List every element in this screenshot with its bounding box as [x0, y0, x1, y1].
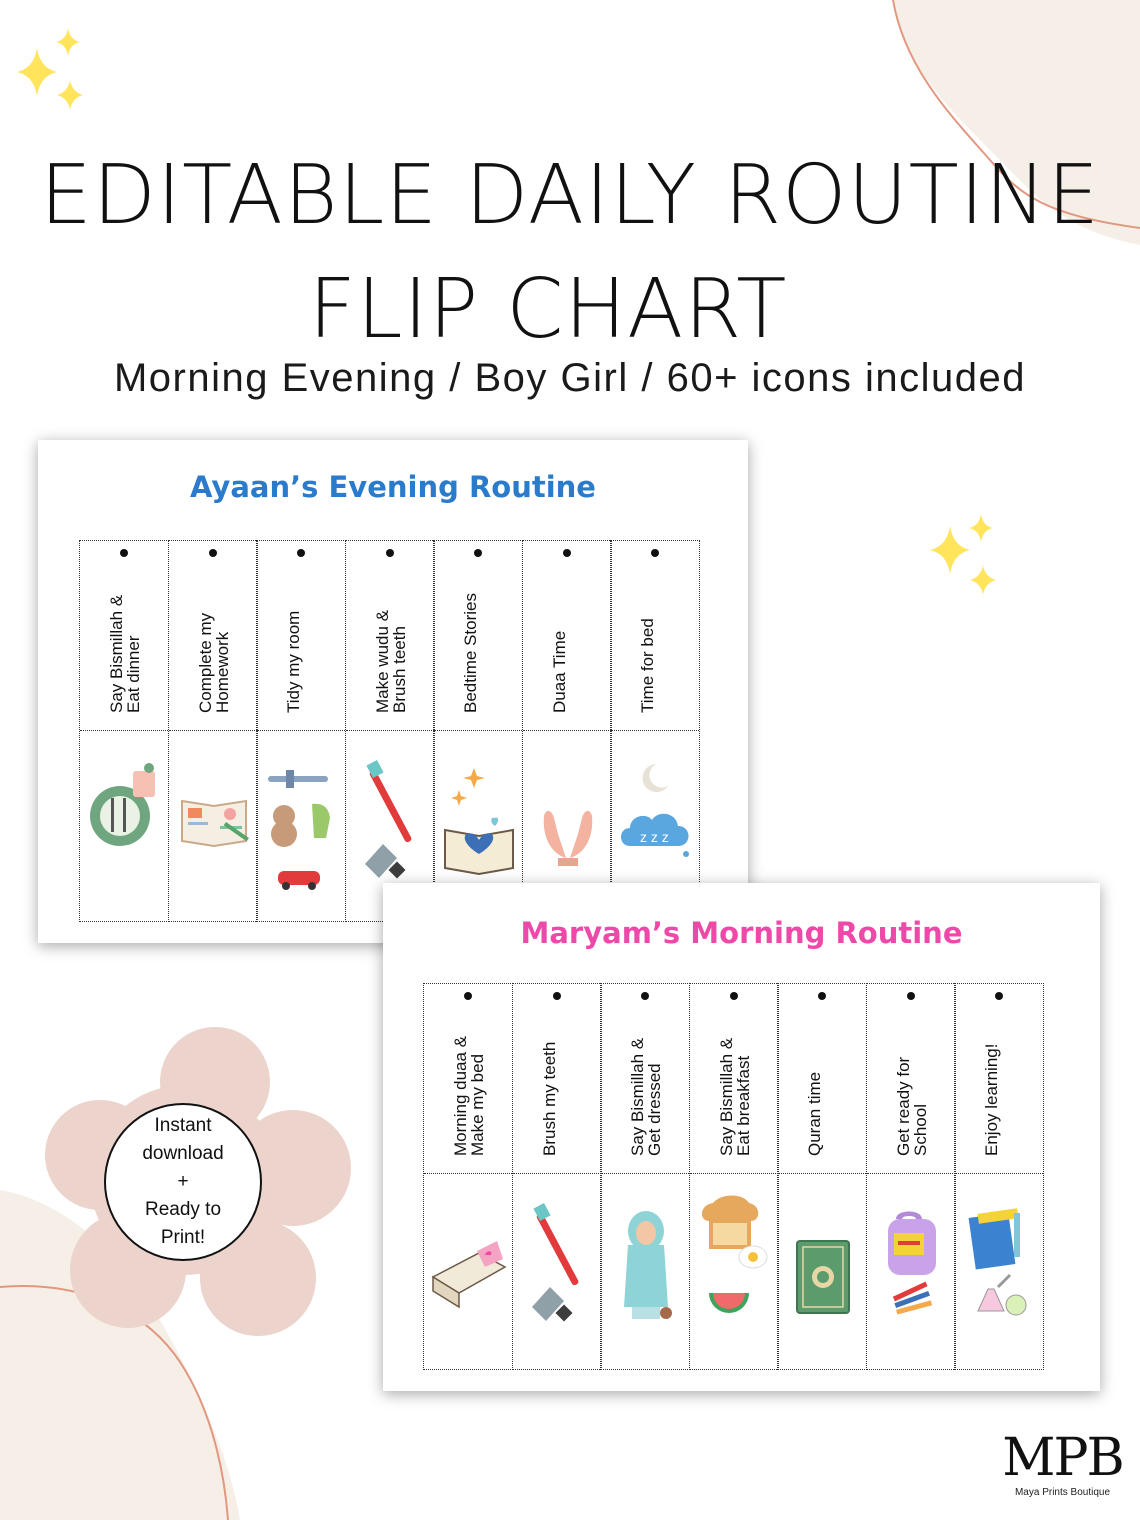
badge-line: Print! [160, 1227, 206, 1248]
strip-label: Say Bismillah & Eat dinner [107, 594, 143, 713]
toys-icon [262, 746, 342, 896]
strip-label: Enjoy learning! [982, 1043, 1001, 1156]
punch-hole [730, 992, 738, 1000]
evening-routine-card [38, 440, 748, 943]
routine-strip [866, 983, 956, 1370]
strip-label-area [346, 541, 434, 731]
punch-hole [995, 992, 1003, 1000]
girl-hijab-icon [606, 1189, 686, 1339]
strip-label: Tidy my room [284, 610, 303, 713]
evening-strips [79, 540, 699, 922]
praying-hands-icon [528, 746, 608, 896]
sparkle-icon-right [930, 514, 996, 595]
instant-download-badge [104, 1103, 262, 1261]
strip-label-area [601, 984, 689, 1174]
strip-label: Brush my teeth [539, 1041, 559, 1156]
badge-line: Instant [154, 1115, 212, 1136]
logo-brand-name: Maya Prints Boutique [1014, 1487, 1111, 1498]
routine-strip [433, 540, 523, 922]
page-title-line-1: EDITABLE DAILY ROUTINE [39, 148, 1101, 243]
brand-logo [1000, 1428, 1125, 1498]
punch-hole [120, 549, 128, 557]
routine-strip [777, 983, 867, 1370]
homework-book-icon [174, 746, 254, 896]
strip-label-area [169, 541, 257, 731]
punch-hole [641, 992, 649, 1000]
morning-routine-card [383, 883, 1100, 1391]
sparkle-icon-top-left [17, 28, 83, 110]
routine-strip [168, 540, 258, 922]
punch-hole [474, 549, 482, 557]
sleep-cloud-icon [616, 746, 696, 896]
strip-label: Get ready for School [893, 1056, 930, 1156]
backpack-icon [872, 1189, 952, 1339]
strip-label-area [611, 541, 699, 731]
evening-card-title: Ayaan’s Evening Routine [190, 470, 596, 504]
routine-strip [512, 983, 602, 1370]
storybook-icon [439, 746, 519, 896]
strip-label: Make wudu & Brush teeth [372, 610, 409, 713]
punch-hole [209, 549, 217, 557]
morning-card-title: Maryam’s Morning Routine [520, 916, 963, 950]
breakfast-icon [695, 1189, 775, 1339]
strip-label: Morning duaa & Make my bed [451, 1035, 487, 1156]
svg-text:z z z: z z z [640, 829, 669, 845]
badge-line: + [177, 1171, 189, 1192]
punch-hole [651, 549, 659, 557]
strip-label: Complete my Homework [195, 612, 232, 713]
toothbrush-icon [518, 1189, 598, 1339]
punch-hole [553, 992, 561, 1000]
strip-label: Time for bed [638, 618, 657, 713]
strip-label: Duaa Time [549, 630, 569, 713]
strip-label-area [424, 984, 512, 1174]
punch-hole [386, 549, 394, 557]
strip-label: Say Bismillah & Get dressed [628, 1037, 664, 1156]
routine-strip [423, 983, 513, 1370]
punch-hole [464, 992, 472, 1000]
quran-icon [783, 1189, 863, 1339]
strip-label: Say Bismillah & Eat breakfast [716, 1037, 753, 1156]
page-title-line-2: FLIP CHART [308, 262, 788, 357]
routine-strip [522, 540, 612, 922]
strip-label-area [867, 984, 955, 1174]
badge-line: download [142, 1143, 224, 1164]
page-subtitle: Morning Evening / Boy Girl / 60+ icons included [113, 356, 1027, 400]
morning-strips [423, 983, 1043, 1370]
routine-strip [610, 540, 700, 922]
routine-strip [345, 540, 435, 922]
routine-strip [79, 540, 169, 922]
logo-mark: MPB [1002, 1428, 1123, 1488]
strip-label-area [778, 984, 866, 1174]
strip-label: Bedtime Stories [461, 593, 480, 713]
badge-line: Ready to [144, 1199, 222, 1220]
toothbrush-icon [351, 746, 431, 896]
punch-hole [818, 992, 826, 1000]
strip-label-area [80, 541, 168, 731]
strip-label-area [434, 541, 522, 731]
books-science-icon [960, 1189, 1040, 1339]
routine-strip [600, 983, 690, 1370]
strip-label-area [257, 541, 345, 731]
routine-strip [954, 983, 1044, 1370]
punch-hole [907, 992, 915, 1000]
punch-hole [563, 549, 571, 557]
strip-label-area [690, 984, 778, 1174]
routine-strip [689, 983, 779, 1370]
strip-label-area [955, 984, 1043, 1174]
strip-label-area [513, 984, 601, 1174]
bed-icon [429, 1189, 509, 1339]
punch-hole [297, 549, 305, 557]
dinner-plate-icon [85, 746, 165, 896]
strip-label-area [523, 541, 611, 731]
routine-strip [256, 540, 346, 922]
strip-label: Quran time [805, 1071, 824, 1156]
